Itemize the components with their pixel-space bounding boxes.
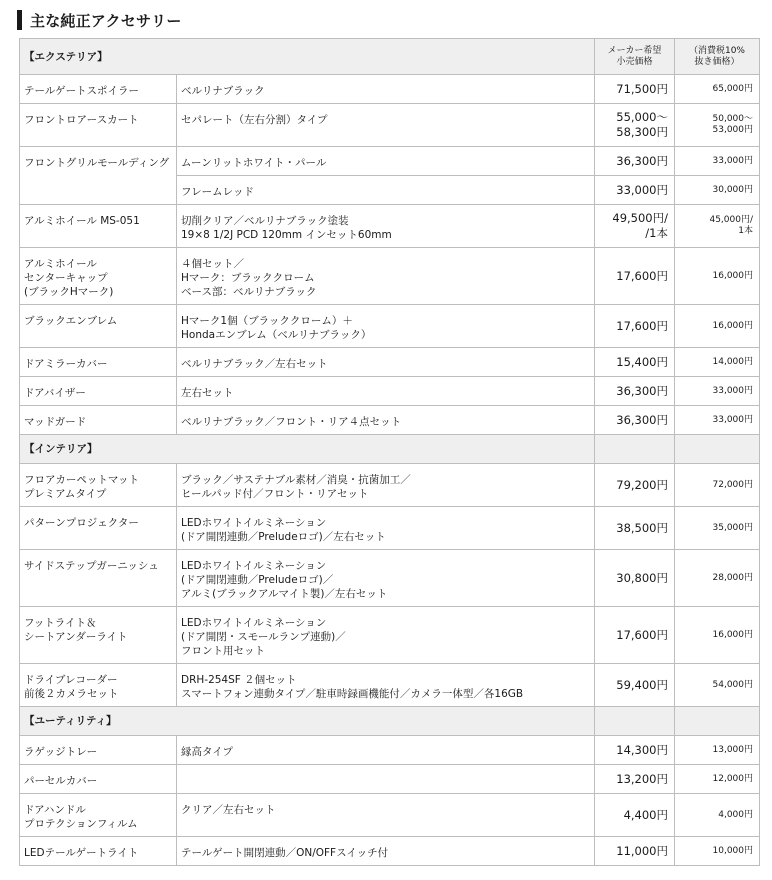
item-spec-line	[181, 774, 590, 788]
item-name	[20, 104, 177, 147]
item-price-excl-tax	[675, 550, 760, 607]
msrp-header	[595, 39, 675, 75]
item-spec-line: ベルリナブラック／フロント・リア４点セット	[181, 416, 402, 428]
item-price	[595, 176, 675, 205]
item-name-line: ドアハンドル	[24, 804, 86, 816]
item-spec-line: Hマーク1個（ブラッククローム）＋	[181, 315, 353, 327]
item-price-excl-tax-line: 53,000円	[712, 125, 753, 135]
table-row	[20, 205, 760, 248]
item-spec	[177, 837, 595, 866]
table-row	[20, 607, 760, 664]
item-price	[595, 794, 675, 837]
page-title	[17, 8, 182, 32]
table-row	[20, 664, 760, 707]
msrp-header-line: 小売価格	[616, 56, 653, 67]
item-price-excl-tax	[675, 377, 760, 406]
item-price-line: 17,600円	[616, 318, 668, 333]
item-name	[20, 736, 177, 765]
item-name-line: フットライト＆	[24, 617, 97, 629]
item-price-line: 49,500円/	[612, 211, 668, 225]
item-price-line: 17,600円	[616, 627, 668, 642]
item-spec	[177, 75, 595, 104]
item-spec-line: 19×8 1/2J PCD 120mm インセット60mm	[181, 229, 392, 241]
item-price-line: 36,300円	[616, 153, 668, 168]
table-row	[20, 377, 760, 406]
table-row	[20, 550, 760, 607]
excl-tax-header-line: 抜き価格）	[694, 56, 740, 67]
item-price-excl-tax	[675, 765, 760, 794]
item-spec	[177, 550, 595, 607]
table-row	[20, 104, 760, 147]
item-spec-line: アルミ(ブラックアルマイト製)／左右セット	[181, 588, 388, 600]
item-price-line: 30,800円	[616, 570, 668, 585]
item-price-line: 15,400円	[616, 354, 668, 369]
item-price-line: 58,300円	[616, 125, 668, 139]
item-price-excl-tax	[675, 406, 760, 435]
item-price	[595, 248, 675, 305]
item-name	[20, 837, 177, 866]
item-spec	[177, 794, 595, 837]
table-row	[20, 305, 760, 348]
item-name-line: ブラックエンブレム	[24, 315, 118, 327]
item-spec-line: 切削クリア／ベルリナブラック塗装	[181, 215, 349, 227]
item-spec-line: テールゲート開閉連動／ON/OFFスイッチ付	[181, 847, 389, 859]
item-name	[20, 248, 177, 305]
item-price	[595, 607, 675, 664]
item-name-line: テールゲートスポイラー	[24, 85, 139, 97]
section-label: 【ユーティリティ】	[20, 707, 595, 736]
item-price-excl-tax-line: 1本	[738, 226, 753, 236]
item-name	[20, 377, 177, 406]
table-row	[20, 736, 760, 765]
item-spec-line: フロント用セット	[181, 645, 265, 657]
item-spec	[177, 205, 595, 248]
item-price	[595, 507, 675, 550]
item-name	[20, 305, 177, 348]
item-price-excl-tax	[675, 75, 760, 104]
item-price-excl-tax	[675, 305, 760, 348]
excl-tax-header	[675, 39, 760, 75]
accessory-table-body	[20, 39, 760, 866]
item-price	[595, 348, 675, 377]
item-spec	[177, 765, 595, 794]
item-name	[20, 607, 177, 664]
item-name-line: フロントグリルモールディング	[24, 157, 170, 169]
item-name	[20, 550, 177, 607]
item-name	[20, 794, 177, 837]
item-name-line: ドアミラーカバー	[24, 358, 108, 370]
item-name-line: センターキャップ	[24, 272, 108, 284]
item-price-excl-tax-line: 14,000円	[712, 356, 753, 367]
item-price-excl-tax	[675, 736, 760, 765]
item-name-line: LEDテールゲートライト	[24, 847, 139, 859]
item-price	[595, 837, 675, 866]
item-price-excl-tax-line: 33,000円	[712, 414, 753, 425]
item-spec-line: クリア／左右セット	[181, 804, 276, 816]
item-name-line: アルミホイール MS-051	[24, 215, 140, 227]
item-name	[20, 205, 177, 248]
item-name	[20, 406, 177, 435]
item-price-excl-tax-line: 65,000円	[712, 83, 753, 94]
item-price-excl-tax-line: 28,000円	[712, 572, 753, 583]
item-price-excl-tax-line: 45,000円/	[709, 215, 753, 225]
item-spec-line: ヒールパッド付／フロント・リアセット	[181, 488, 369, 500]
item-price-excl-tax	[675, 147, 760, 176]
item-spec	[177, 607, 595, 664]
item-price-excl-tax-line: 16,000円	[712, 270, 753, 281]
item-price-excl-tax-line: 54,000円	[712, 679, 753, 690]
item-price	[595, 75, 675, 104]
item-price-line: /1本	[645, 226, 668, 240]
item-spec	[177, 664, 595, 707]
item-spec-line: DRH-254SF ２個セット	[181, 674, 297, 686]
item-spec-line: Hマーク：ブラッククローム	[181, 272, 315, 284]
item-spec	[177, 377, 595, 406]
item-price-line: 17,600円	[616, 268, 668, 283]
page-title-text: 主な純正アクセサリー	[30, 11, 182, 30]
item-price-line: 33,000円	[616, 182, 668, 197]
item-price-excl-tax-line: 16,000円	[712, 629, 753, 640]
section-blank	[595, 707, 675, 736]
item-price-line: 79,200円	[616, 477, 668, 492]
item-price-line: 38,500円	[616, 520, 668, 535]
item-spec-line: セパレート（左右分割）タイプ	[181, 114, 328, 126]
item-price	[595, 406, 675, 435]
table-row	[20, 75, 760, 104]
item-spec	[177, 464, 595, 507]
item-spec	[177, 305, 595, 348]
item-spec	[177, 147, 595, 176]
table-row	[20, 348, 760, 377]
item-price	[595, 550, 675, 607]
item-name-line: ドアバイザー	[24, 387, 86, 399]
item-name-line: ラゲッジトレー	[24, 746, 98, 758]
item-name-line: 前後２カメラセット	[24, 688, 119, 700]
item-spec	[177, 736, 595, 765]
item-price-excl-tax	[675, 104, 760, 147]
item-spec-line: ベルリナブラック／左右セット	[181, 358, 328, 370]
item-price-excl-tax	[675, 248, 760, 305]
table-row	[20, 837, 760, 866]
item-spec-line: LEDホワイトイルミネーション	[181, 517, 327, 529]
item-name	[20, 507, 177, 550]
item-price	[595, 664, 675, 707]
item-price-excl-tax	[675, 205, 760, 248]
item-spec-line: ムーンリットホワイト・パール	[181, 157, 327, 169]
item-price-line: 36,300円	[616, 412, 668, 427]
item-price	[595, 147, 675, 176]
item-price-line: 55,000〜	[616, 110, 668, 124]
item-name-line: ドライブレコーダー	[24, 674, 118, 686]
item-price-excl-tax-line: 4,000円	[718, 809, 753, 820]
section-label: 【インテリア】	[20, 435, 595, 464]
item-spec-line: Hondaエンブレム（ベルリナブラック）	[181, 329, 372, 341]
item-price-excl-tax-line: 12,000円	[712, 773, 753, 784]
section-label: 【エクステリア】	[20, 39, 595, 75]
item-price-line: 13,200円	[616, 771, 668, 786]
item-price-line: 59,400円	[616, 677, 668, 692]
item-price-excl-tax-line: 72,000円	[712, 479, 753, 490]
item-price-line: 14,300円	[616, 742, 668, 757]
table-row	[20, 147, 760, 176]
table-row	[20, 794, 760, 837]
item-price	[595, 377, 675, 406]
item-name	[20, 464, 177, 507]
item-spec-line: LEDホワイトイルミネーション	[181, 617, 327, 629]
item-name	[20, 348, 177, 377]
item-name-line: フロアカーペットマット	[24, 474, 139, 486]
item-name	[20, 75, 177, 104]
item-spec-line: ベルリナブラック	[181, 85, 265, 97]
section-header-row	[20, 39, 760, 75]
item-name-line: アルミホイール	[24, 258, 97, 270]
item-price-excl-tax	[675, 176, 760, 205]
item-spec	[177, 348, 595, 377]
item-spec-line: スマートフォン連動タイプ／駐車時録画機能付／カメラ一体型／各16GB	[181, 688, 524, 700]
excl-tax-header-line: （消費税10%	[688, 45, 745, 56]
item-spec	[177, 176, 595, 205]
item-price-excl-tax	[675, 464, 760, 507]
section-blank	[595, 435, 675, 464]
section-blank	[675, 707, 760, 736]
item-price-excl-tax	[675, 607, 760, 664]
item-name-line: フロントロアースカート	[24, 114, 139, 126]
table-row	[20, 248, 760, 305]
table-row	[20, 507, 760, 550]
item-price-line: 36,300円	[616, 383, 668, 398]
accessory-table	[19, 38, 760, 866]
item-price-excl-tax-line: 50,000〜	[712, 114, 753, 124]
title-bar-mark	[17, 10, 22, 30]
table-row	[20, 765, 760, 794]
item-price-excl-tax	[675, 664, 760, 707]
item-price-line: 71,500円	[616, 81, 668, 96]
item-price	[595, 736, 675, 765]
item-spec-line: ベース部：ベルリナブラック	[181, 286, 317, 298]
item-spec-line: (ドア開閉連動／Preludeロゴ)／左右セット	[181, 531, 386, 543]
item-spec	[177, 104, 595, 147]
item-name-line: マッドガード	[24, 416, 87, 428]
item-price-excl-tax-line: 13,000円	[712, 744, 753, 755]
item-spec-line: 左右セット	[181, 387, 234, 399]
section-blank	[675, 435, 760, 464]
item-name-line: プロテクションフィルム	[24, 818, 138, 830]
item-name-line: パーセルカバー	[24, 775, 98, 787]
item-name-line: プレミアムタイプ	[24, 488, 107, 500]
section-header-row	[20, 435, 760, 464]
item-price-excl-tax-line: 10,000円	[712, 845, 753, 856]
item-spec	[177, 248, 595, 305]
item-spec-line: フレームレッド	[181, 186, 254, 198]
item-spec-line: ４個セット／	[181, 258, 244, 270]
item-name	[20, 664, 177, 707]
msrp-header-line: メーカー希望	[607, 45, 662, 56]
item-spec-line: (ドア開閉連動／Preludeロゴ)／	[181, 574, 334, 586]
item-spec	[177, 507, 595, 550]
item-name-line: パターンプロジェクター	[24, 517, 139, 529]
item-price-excl-tax-line: 33,000円	[712, 155, 753, 166]
item-spec	[177, 406, 595, 435]
item-name-line: サイドステップガーニッシュ	[24, 560, 159, 572]
item-spec-line: (ドア開閉・スモールランプ連動)／	[181, 631, 346, 643]
item-price	[595, 765, 675, 794]
item-price-excl-tax-line: 35,000円	[712, 522, 753, 533]
item-price-excl-tax-line: 30,000円	[712, 184, 753, 195]
section-header-row	[20, 707, 760, 736]
item-price-excl-tax-line: 16,000円	[712, 320, 753, 331]
item-price	[595, 464, 675, 507]
item-spec-line: LEDホワイトイルミネーション	[181, 560, 327, 572]
item-name-line: (ブラックHマーク)	[24, 286, 114, 298]
item-spec-line: 縁高タイプ	[181, 746, 233, 758]
item-price-excl-tax	[675, 507, 760, 550]
item-price-excl-tax-line: 33,000円	[712, 385, 753, 396]
item-price-line: 4,400円	[623, 807, 668, 822]
item-price-excl-tax	[675, 794, 760, 837]
item-name	[20, 147, 177, 205]
item-price-excl-tax	[675, 348, 760, 377]
item-price-line: 11,000円	[616, 843, 668, 858]
table-row	[20, 464, 760, 507]
item-price	[595, 305, 675, 348]
item-price	[595, 205, 675, 248]
item-price-excl-tax	[675, 837, 760, 866]
item-spec-line: ブラック／サステナブル素材／消臭・抗菌加工／	[181, 474, 411, 486]
item-name	[20, 765, 177, 794]
item-name-line: シートアンダーライト	[24, 631, 128, 643]
table-row	[20, 406, 760, 435]
item-price	[595, 104, 675, 147]
